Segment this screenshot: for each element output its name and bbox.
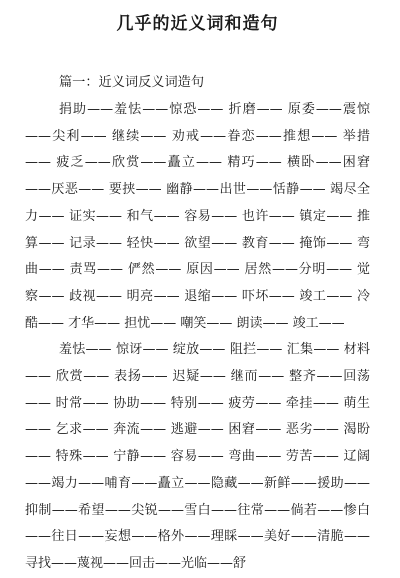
section-heading: 篇一：近义词反义词造句	[59, 75, 205, 90]
paragraph-2: 羞怯—— 惊讶—— 绽放—— 阻拦—— 汇集—— 材料—— 欣赏—— 表扬—— 迟疑—— 继而—— 整齐——回荡—— 时常—— 协助—— 特别—— 疲劳—— 牵挂—— 萌生—— 乞求—— 奔流—— 逃避—— 困窘—— 恶劣—— 渴盼—— 特殊—— 宁静—— 容易—— 弯曲—— 劳苦—— 辽阔——竭力——哺育——矗立——隐藏——新鲜——援助——抑制——希望——尖锐——雪白——往常——倘若——惨白——往日——妄想——格外——理睬——美好——清脆——寻找——蔑视——回击——光临——舒	[25, 342, 370, 571]
document-title: 几乎的近义词和造句	[116, 14, 279, 34]
paragraph-1: 捐助——羞怯——惊恐—— 折磨—— 原委——震惊——尖利—— 继续—— 劝戒——眷恋——推想—— 举措—— 疲乏——欣赏——矗立—— 精巧—— 横卧——困窘——厌恶—— 要挟—— 幽静——出世——恬静—— 竭尽全力—— 证实—— 和气—— 容易—— 也许—— 镇定—— 推算—— 记录—— 轻快—— 欲望—— 教育—— 掩饰—— 弯曲—— 责骂—— 俨然—— 原因—— 居然——分明—— 觉察—— 歧视—— 明亮—— 退缩—— 吓坏—— 竣工—— 冷酷—— 才华—— 担忧—— 嘲笑—— 朗读—— 竣工——	[25, 102, 370, 331]
